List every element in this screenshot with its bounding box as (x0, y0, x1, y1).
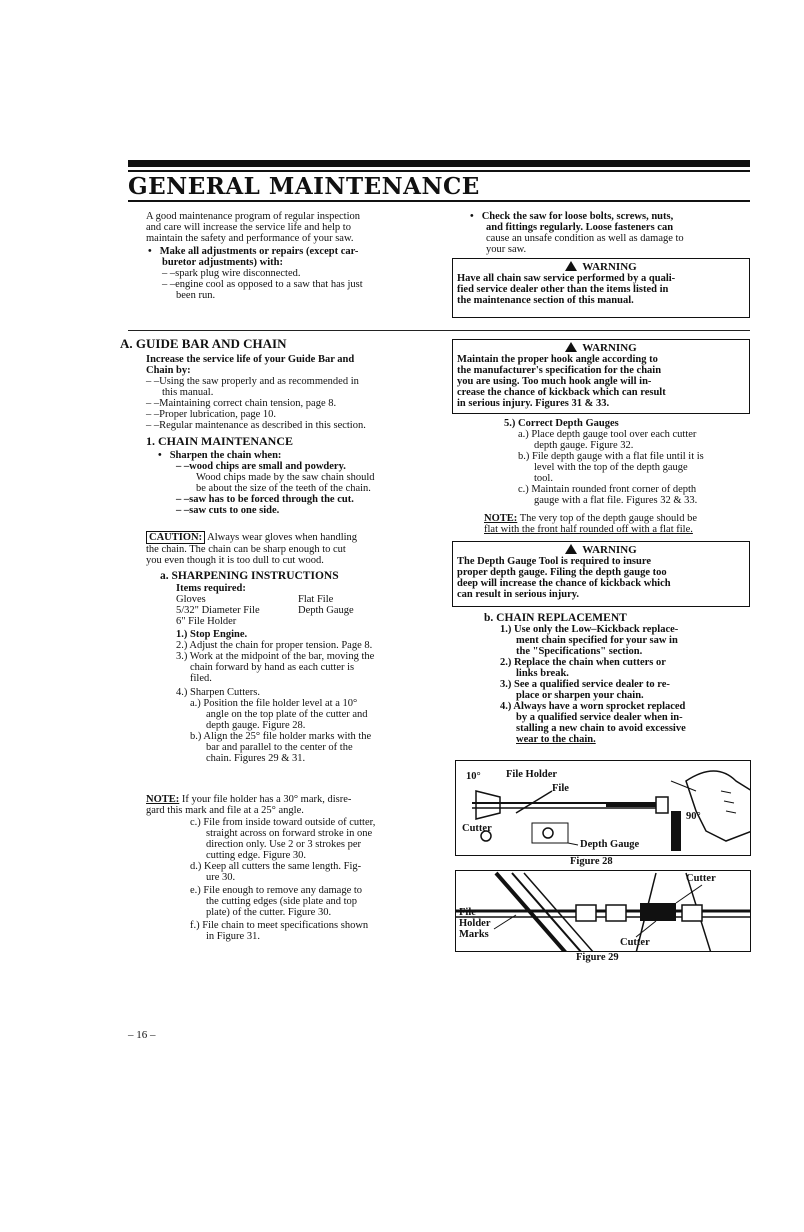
intro-paragraph: A good maintenance program of regular inspection and care will increase the service life and help to maintain the safety and performance of your saw. • Make all adjustments or repairs (except car- buretor adjustments) with: – –spark plug wire disconnected. – –engine cool as opposed to a saw that has just been run. (146, 211, 446, 301)
section-a-heading: A. GUIDE BAR AND CHAIN (120, 336, 287, 351)
warning-triangle-icon (565, 544, 577, 554)
figure-29-illustration (455, 870, 751, 952)
caution-block: CAUTION: Always wear gloves when handling the chain. The chain can be sharp enough to cut you even though it is too dull to cut wood. (146, 532, 358, 566)
warning-title: WARNING (457, 261, 745, 273)
sharpening-steps-cf: c.) File from inside toward outside of cutter, straight across on forward stroke in one direction only. Use 2 or 3 strokes per cutting edge. Figure 30. d.) Keep all cutters the same length. Fig- ure 30. e.) File enough to remove any damage to the cutting edges (side plate and top plate) of the cutter. Figure 30. f.) File chain to meet specifications shown in Figure 31. (190, 817, 376, 942)
figure-28-illustration (455, 760, 751, 856)
sharpening-heading: a. SHARPENING INSTRUCTIONS (160, 570, 339, 582)
depth-note: NOTE: The very top of the depth gauge should be flat with the front half rounded off with a flat file. (484, 513, 697, 535)
fig29-label-cutter-bottom: Cutter (620, 937, 650, 948)
depth-gauges: 5.) Correct Depth Gauges a.) Place depth gauge tool over each cutter depth gauge. Figure 32. b.) File depth gauge with a flat file until it is level with the top of the depth gauge tool. c.) Maintain rounded front corner of depth gauge with a flat file. Figures 32 & 33. (504, 418, 704, 506)
warning-service-box: WARNING Have all chain saw service performed by a quali- fied service dealer other than the items listed in the maintenance section of this manual. (452, 258, 750, 318)
warning-triangle-icon (565, 261, 577, 271)
section-a-body: Increase the service life of your Guide Bar and Chain by: – –Using the saw properly and as recommended in this manual. – –Maintaining correct chain tension, page 8. – –Proper lubrication, page 10. – –Regular maintenance as described in this section. (146, 354, 366, 431)
section-separator (128, 330, 750, 331)
page-title: GENERAL MAINTENANCE (128, 173, 480, 200)
intro-bullet: • Make all adjustments or repairs (except car- buretor adjustments) with: (148, 246, 359, 268)
fig28-label-90deg: 90° (686, 811, 701, 822)
fig28-label-10deg: 10° (466, 771, 481, 782)
check-bolts-bullet: • Check the saw for loose bolts, screws, nuts, and fittings regularly. Loose fasteners can cause an unsafe condition as well as damage to your saw. (470, 211, 684, 255)
warning-hook-angle-box: WARNING Maintain the proper hook angle according to the manufacturer's specification for the chain you are using. Too much hook angle will in- crease the chance of kickback which can result in serious injury. Figures 31 & 33. (452, 339, 750, 414)
fig28-label-file-holder: File Holder (506, 769, 558, 780)
chain-maintenance-heading: 1. CHAIN MAINTENANCE (146, 434, 294, 448)
figure-29-caption: Figure 29 (576, 952, 619, 963)
chain-maintenance-body: • Sharpen the chain when: – –wood chips are small and powdery. Wood chips made by the saw chain should be about the size of the teeth of the chain. – –saw has to be forced through the cut. – –saw cuts to one side. (158, 450, 375, 516)
header-rule-thin (128, 170, 750, 172)
fig28-label-file: File (552, 783, 569, 794)
chain-replacement: b. CHAIN REPLACEMENT 1.) Use only the Low–Kickback replace- ment chain specified for your saw in the "Specifications" section. 2.) Replace the chain when cutters or links break. 3.) See a qualified service dealer to re- place or sharpen your chain. 4.) Always have a worn sprocket replaced by a qualified service dealer when in- stalling a new chain to avoid excessive wear to the chain. (484, 612, 686, 745)
fig29-label-cutter-top: Cutter (686, 873, 716, 884)
fig28-label-depth-gauge: Depth Gauge (580, 839, 640, 850)
sharpening-note: NOTE: If your file holder has a 30° mark, disre- gard this mark and file at a 25° angle. (146, 794, 352, 816)
items-required: Items required: Gloves 5/32" Diameter File 6" File Holder Flat File Depth Gauge 1.) Stop Engine. 2.) Adjust the chain for proper tension. Page 8. 3.) Work at the midpoint of the bar, moving the chain forward by hand as each cutter is filed. 4.) Sharpen Cutters. a.) Position the file holder level at a 10° angle on the top plate of the cutter and depth gauge. Figure 28. b.) Align the 25° file holder marks with the bar and parallel to the center of the chain. Figures 29 & 31. (176, 583, 375, 764)
header-rule-thick (128, 160, 750, 167)
title-underline (128, 200, 750, 202)
figure-28-caption: Figure 28 (570, 856, 613, 867)
warning-triangle-icon (565, 342, 577, 352)
page-number: – 16 – (128, 1029, 156, 1041)
warning-depth-gauge-box: WARNING The Depth Gauge Tool is required to insure proper depth gauge. Filing the depth gauge too deep will increase the chance of kickback which can result in serious injury. (452, 541, 750, 607)
fig28-label-cutter: Cutter (462, 823, 492, 834)
fig29-label-file-holder-marks: File Holder Marks (459, 907, 491, 940)
caution-label: CAUTION: (146, 531, 205, 544)
